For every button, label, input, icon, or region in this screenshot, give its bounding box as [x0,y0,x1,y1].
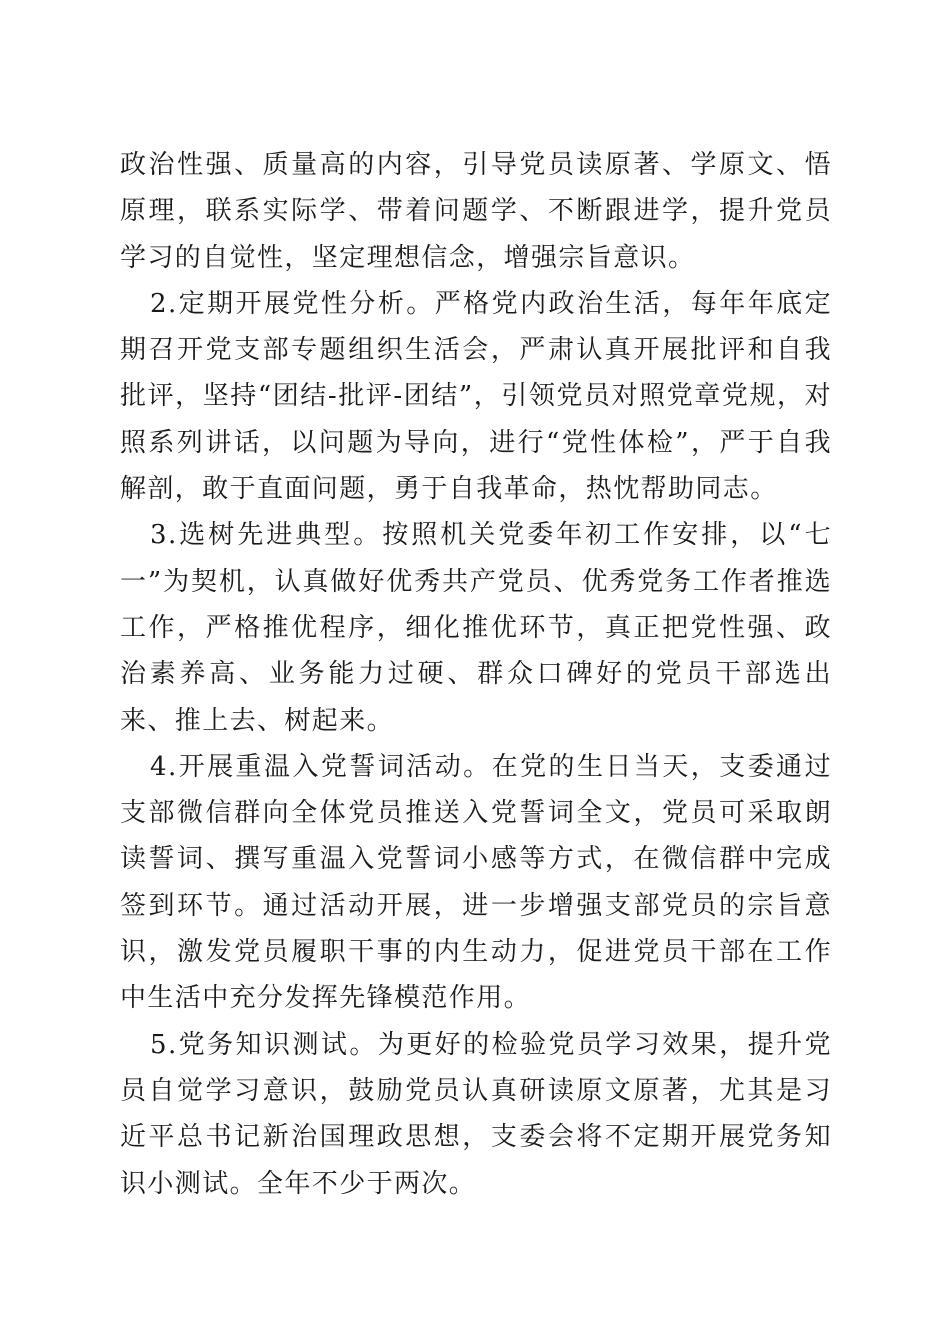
document-body [120,142,832,1207]
paragraph-item-5: 5.党务知识测试。为更好的检验党员学习效果，提升党员自觉学习意识，鼓励党员认真研读原文原著，尤其是习近平总书记新治国理政思想，支委会将不定期开展党务知识小测试。全年不少于两次。 [120,1029,832,1199]
paragraph-item-3: 3.选树先进典型。按照机关党委年初工作安排，以“七一”为契机，认真做好优秀共产党员、优秀党务工作者推选工作，严格推优程序，细化推优环节，真正把党性强、政治素养高、业务能力过硬、群众口碑好的党员干部选出来、推上去、树起来。 [120,520,832,736]
paragraph-continuation: 政治性强、质量高的内容，引导党员读原著、学原文、悟原理，联系实际学、带着问题学、不断跟进学，提升党员学习的自觉性，坚定理想信念，增强宗旨意识。 [120,150,832,273]
paragraph-item-4: 4.开展重温入党誓词活动。在党的生日当天，支委通过支部微信群向全体党员推送入党誓词全文，党员可采取朗读誓词、撰写重温入党誓词小感等方式，在微信群中完成签到环节。通过活动开展，进一步增强支部党员的宗旨意识，激发党员履职干事的内生动力，促进党员干部在工作中生活中充分发挥先锋模范作用。 [120,751,832,1014]
paragraph-item-2: 2.定期开展党性分析。严格党内政治生活，每年年底定期召开党支部专题组织生活会，严肃认真开展批评和自我批评，坚持“团结-批评-团结”，引领党员对照党章党规，对照系列讲话，以问题为导向，进行“党性体检”，严于自我解剖，敢于直面问题，勇于自我革命，热忱帮助同志。 [120,288,832,505]
